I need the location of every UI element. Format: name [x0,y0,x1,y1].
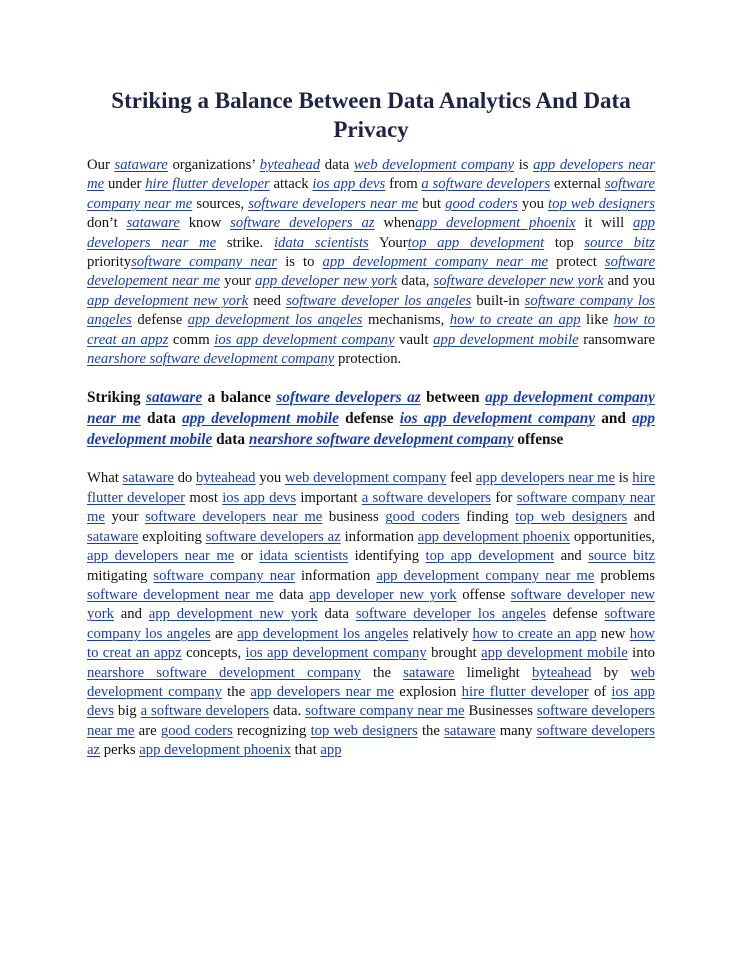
text-run: most [185,489,223,506]
text-run: offense [513,431,564,449]
inline-link[interactable]: app development phoenix [139,742,291,759]
text-run: sources, [192,195,249,212]
inline-link[interactable]: software company near me [305,703,465,720]
inline-link[interactable]: byteahead [259,157,321,173]
text-run: data. [269,703,306,720]
text-run: it will [575,215,633,232]
inline-link[interactable]: byteahead [531,664,592,681]
inline-link[interactable]: software company near [153,567,295,584]
inline-link[interactable]: a software developers [421,176,551,193]
inline-link[interactable]: app developers near me [250,683,395,700]
text-run: data, [397,273,434,290]
text-run: priority [87,254,132,271]
text-run: many [495,722,537,739]
text-run: protection. [334,351,402,368]
text-run: mitigating [87,567,154,584]
text-run: comm [168,331,215,348]
inline-link[interactable]: sataware [114,157,168,173]
text-run: and [113,606,149,623]
inline-link[interactable]: software company near me [87,176,656,212]
inline-link[interactable]: nearshore software development company [248,431,514,449]
inline-link[interactable]: hire flutter developer [87,470,656,506]
inline-link[interactable]: how to create an app [449,312,581,329]
text-run: data [212,431,249,449]
text-run: organizations’ [167,157,260,173]
text-run: your [104,509,146,526]
text-run: and you [603,273,655,290]
inline-link[interactable]: good coders [160,722,233,739]
text-run: of [588,683,612,700]
text-run: attack [269,176,313,193]
text-run: between [420,389,486,407]
text-run: perks [100,742,140,759]
inline-link[interactable]: app development new york [87,292,249,309]
inline-link[interactable]: good coders [445,195,518,212]
inline-link[interactable]: software developers near me [87,703,655,739]
inline-link[interactable]: app development phoenix [417,528,570,545]
text-run: data [320,157,354,173]
inline-link[interactable]: ios app development company [399,410,596,428]
text-run: and [595,410,633,428]
text-run: don’t [87,215,127,232]
text-run: relatively [408,625,473,642]
text-run: that [290,742,321,759]
text-run: information [295,567,377,584]
text-run: strike. [216,234,274,251]
inline-link[interactable]: byteahead [195,470,256,487]
text-run: built-in [471,292,525,309]
text-run: problems [594,567,655,584]
text-run: information [340,528,418,545]
inline-link[interactable]: web development company [284,470,447,487]
inline-link[interactable]: web development company [353,157,515,173]
text-run: like [580,312,614,329]
text-run: new [596,625,630,642]
inline-link[interactable]: software developers az [276,389,421,407]
inline-link[interactable]: software company near me [87,489,655,526]
text-run: business [322,509,386,526]
text-run: Striking [87,389,147,407]
inline-link[interactable]: app development new york [148,606,318,623]
text-run: important [296,489,362,506]
inline-link[interactable]: software developers near me [145,509,323,526]
text-run: ransomware [578,331,655,348]
inline-link[interactable]: top web designers [548,195,655,212]
text-run: defense [131,312,188,329]
inline-link[interactable]: software developers near me [248,195,419,212]
text-run: explosion [394,683,462,700]
inline-link[interactable]: software developer los angeles [355,606,546,623]
text-run: are [134,722,161,739]
text-run: defense [338,410,400,428]
inline-link[interactable]: app development mobile [481,645,628,662]
text-run: top [544,234,585,251]
inline-link[interactable]: web development company [87,664,655,700]
inline-link[interactable]: sataware [146,389,203,407]
text-run: and [627,509,655,526]
inline-link[interactable]: sataware [122,470,174,487]
inline-link[interactable]: good coders [385,509,460,526]
inline-link[interactable]: app developer new york [255,273,398,290]
inline-link[interactable]: software developer new york [87,586,655,623]
text-run: your [220,273,256,290]
text-run: need [248,292,287,309]
text-run: from [385,176,422,193]
text-run: a balance [202,389,277,407]
inline-link[interactable]: app development los angeles [237,625,409,642]
inline-link[interactable]: software developer new york [433,273,604,290]
inline-link[interactable]: app [320,742,342,759]
inline-link[interactable]: sataware [87,528,139,545]
text-run: Your [368,234,408,251]
inline-link[interactable]: a software developers [361,489,492,506]
inline-link[interactable]: software company los angeles [87,292,656,329]
text-run: know [179,215,231,232]
inline-link[interactable]: software developers az [205,528,341,545]
inline-link[interactable]: ios app development company [214,331,395,348]
inline-link[interactable]: hire flutter developer [461,683,589,700]
text-run: when [374,215,416,232]
text-run: identifying [348,548,426,565]
text-run: finding [459,509,516,526]
text-run: you [255,470,285,487]
text-run: and [554,548,589,565]
text-run: concepts, [181,645,246,662]
section-heading [87,387,655,450]
text-run: data [140,410,183,428]
text-run: limelight [454,664,532,681]
inline-link[interactable]: app development mobile [182,410,339,428]
text-run: vault [394,331,434,348]
inline-link[interactable]: top app development [425,548,555,565]
text-run: for [491,489,517,506]
text-run: is [514,157,534,173]
text-run: brought [426,645,482,662]
body-paragraph [87,469,655,760]
inline-link[interactable]: app development phoenix [415,215,576,232]
inline-link[interactable]: sataware [126,215,180,232]
inline-link[interactable]: app development mobile [87,410,656,449]
inline-link[interactable]: app developers near me [475,470,616,487]
text-run: into [627,645,655,662]
inline-link[interactable]: software development near me [87,586,274,603]
page-title: Striking a Balance Between Data Analytics And Data Privacy [111,88,631,142]
text-run: is to [277,254,323,271]
inline-link[interactable]: software developers az [87,722,655,759]
text-run: big [113,703,141,720]
text-run: is [615,470,633,487]
text-run: protect [548,254,605,271]
inline-link[interactable]: how to creat an appz [87,312,656,348]
inline-link[interactable]: software developer los angeles [286,292,472,309]
inline-link[interactable]: hire flutter developer [145,176,270,193]
inline-link[interactable]: how to creat an appz [87,625,655,662]
inline-link[interactable]: nearshore software development company [87,351,335,368]
text-run: or [234,548,260,565]
inline-link[interactable]: a software developers [140,703,270,720]
inline-link[interactable]: idata scientists [273,234,369,251]
inline-link[interactable]: ios app development company [245,645,427,662]
text-run: the [360,664,404,681]
text-run: mechanisms, [362,312,450,329]
inline-link[interactable]: app development los angeles [187,312,363,329]
inline-link[interactable]: software developers az [230,215,375,232]
inline-link[interactable]: app development mobile [433,331,579,348]
inline-link[interactable]: software company near [131,254,278,271]
inline-link[interactable]: app developers near me [87,157,655,193]
text-run: data [317,606,356,623]
inline-link[interactable]: sataware [403,664,455,681]
text-run: external [550,176,605,193]
text-run: but [418,195,446,212]
text-run: What [87,470,123,487]
text-run: the [221,683,251,700]
text-run: defense [545,606,605,623]
inline-link[interactable]: app developers near me [87,215,655,251]
text-run: data [273,586,310,603]
inline-link[interactable]: app development company near me [87,389,655,428]
text-run: you [517,195,549,212]
inline-link[interactable]: software company los angeles [87,606,655,642]
intro-paragraph [87,156,655,369]
document-page [87,86,655,761]
inline-link[interactable]: source bitz [584,234,655,251]
text-run: Businesses [464,703,537,720]
text-run: feel [446,470,476,487]
inline-link[interactable]: top web designers [515,509,628,526]
inline-link[interactable]: idata scientists [259,548,349,565]
inline-link[interactable]: app development company near me [322,254,549,271]
inline-link[interactable]: app developers near me [87,548,235,565]
text-run: under [104,176,146,193]
text-run: by [591,664,631,681]
inline-link[interactable]: how to create an app [472,625,597,642]
inline-link[interactable]: app development company near me [376,567,595,584]
inline-link[interactable]: ios app devs [312,176,386,193]
text-run: recognizing [232,722,311,739]
text-run: are [210,625,238,642]
text-run: offense [456,586,511,603]
text-run: exploiting [138,528,206,545]
inline-link[interactable]: sataware [444,722,496,739]
inline-link[interactable]: top app development [407,234,545,251]
inline-link[interactable]: ios app devs [222,489,297,506]
inline-link[interactable]: app developer new york [309,586,457,603]
text-run: the [417,722,445,739]
inline-link[interactable]: top web designers [310,722,418,739]
inline-link[interactable]: source bitz [588,548,655,565]
inline-link[interactable]: ios app devs [87,683,655,720]
inline-link[interactable]: software developement near me [87,254,655,290]
text-run: opportunities, [569,528,656,545]
text-run: do [173,470,196,487]
text-run: Our [87,157,115,173]
inline-link[interactable]: nearshore software development company [87,664,361,681]
